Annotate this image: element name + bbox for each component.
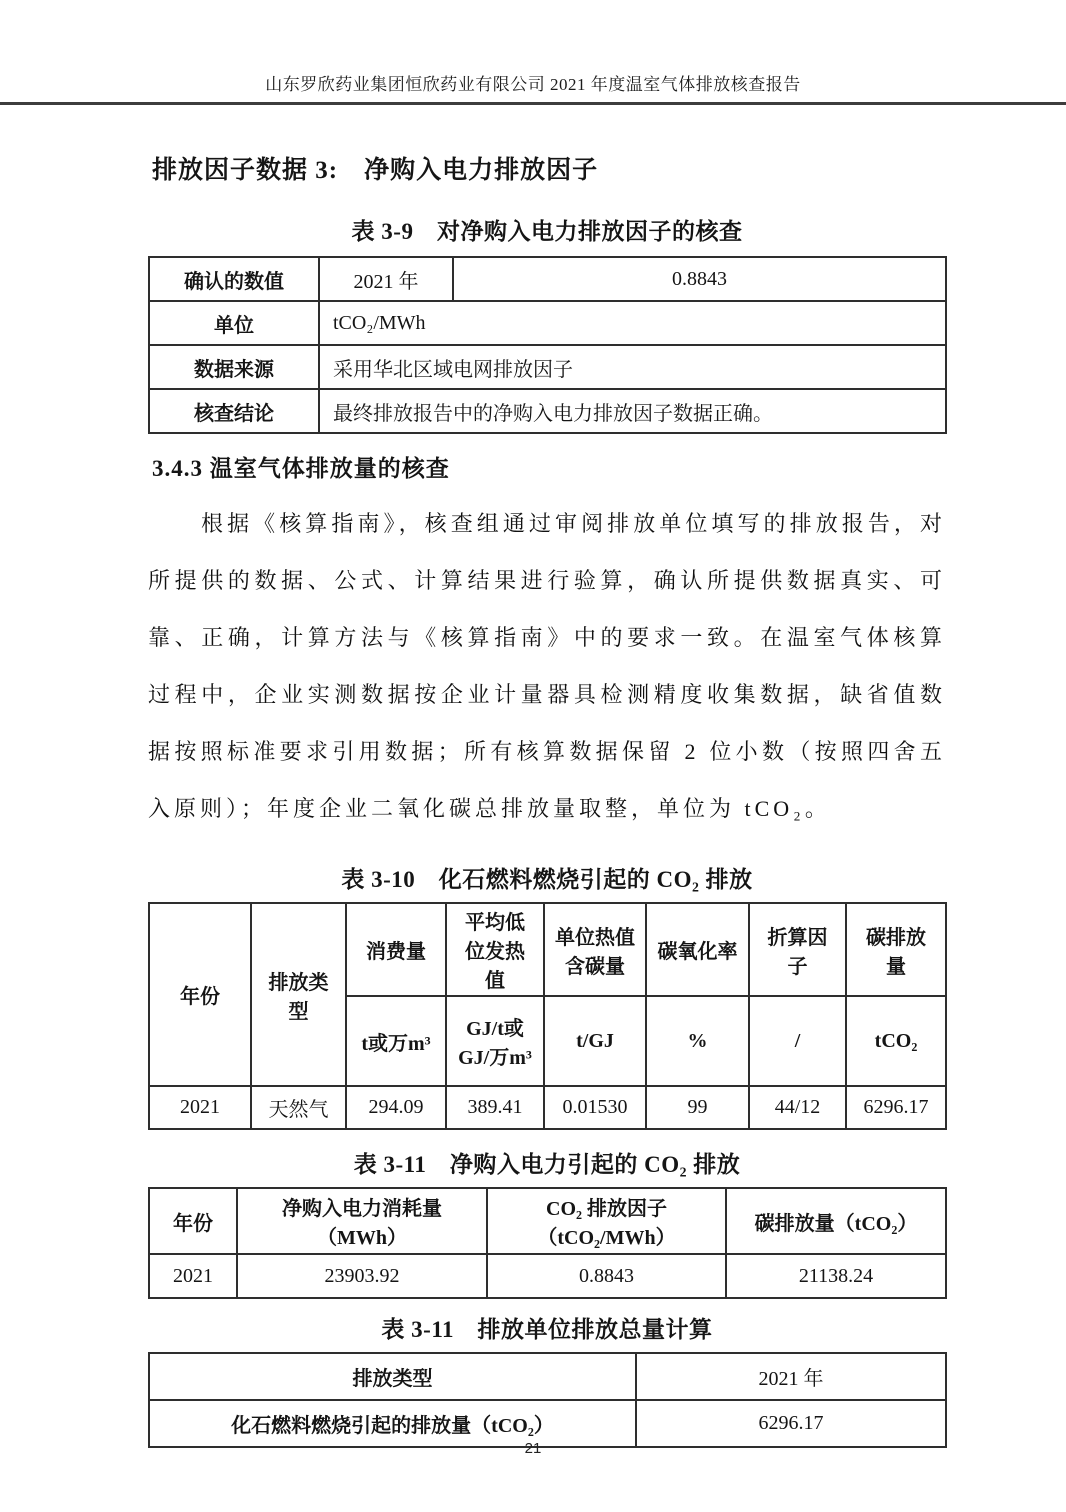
table-3-9 xyxy=(148,256,947,434)
unit-cell: GJ/t或GJ/万m³ xyxy=(446,996,544,1086)
table-3-11-electricity xyxy=(148,1187,947,1299)
header-cell: 平均低位发热值 xyxy=(446,903,544,996)
header-cell: 碳氧化率 xyxy=(646,903,749,996)
row-label: 核查结论 xyxy=(149,389,319,433)
row-label: 确认的数值 xyxy=(149,257,319,301)
table-row xyxy=(149,257,946,301)
unit-cell: tCO₂ xyxy=(846,996,946,1086)
page-content xyxy=(148,150,946,1448)
table-3-11-electricity-title: 表 3-11 净购入电力引起的 CO₂ 排放 xyxy=(353,1152,741,1177)
data-cell: 2021 xyxy=(149,1086,251,1129)
table-3-11-total-title: 表 3-11 排放单位排放总量计算 xyxy=(381,1317,713,1342)
header-cell: 排放类型 xyxy=(149,1353,636,1400)
data-cell: 0.01530 xyxy=(544,1086,646,1129)
section-3-4-3-heading: 3.4.3 温室气体排放量的核查 xyxy=(152,456,450,481)
data-cell: 0.8843 xyxy=(487,1254,726,1298)
row-label: 单位 xyxy=(149,301,319,345)
table-row xyxy=(149,389,946,433)
header-cell: 排放类型 xyxy=(251,903,346,1086)
data-cell: 294.09 xyxy=(346,1086,446,1129)
table-data-row xyxy=(149,1254,946,1298)
table-header-row xyxy=(149,1188,946,1254)
table-3-10-title: 表 3-10 化石燃料燃烧引起的 CO₂ 排放 xyxy=(341,867,753,892)
table-data-row xyxy=(149,1086,946,1129)
row-label: 化石燃料燃烧引起的排放量（tCO₂） xyxy=(149,1400,636,1447)
header-cell: 2021 年 xyxy=(636,1353,946,1400)
data-cell: 21138.24 xyxy=(726,1254,946,1298)
header-cell: 碳排放量（tCO₂） xyxy=(726,1188,946,1254)
header-title: 山东罗欣药业集团恒欣药业有限公司 2021 年度温室气体排放核查报告 xyxy=(265,75,801,94)
value-cell: 采用华北区域电网排放因子 xyxy=(319,345,946,389)
value-cell: 0.8843 xyxy=(453,257,946,301)
data-cell: 6296.17 xyxy=(636,1400,946,1447)
header-cell: 消费量 xyxy=(346,903,446,996)
header-cell: 单位热值含碳量 xyxy=(544,903,646,996)
header-cell: 折算因子 xyxy=(749,903,846,996)
data-cell: 6296.17 xyxy=(846,1086,946,1129)
document-header xyxy=(0,0,1066,105)
value-cell: tCO₂/MWh xyxy=(319,301,946,345)
header-cell: CO₂ 排放因子（tCO₂/MWh） xyxy=(487,1188,726,1254)
header-cell: 净购入电力消耗量（MWh） xyxy=(237,1188,487,1254)
header-cell: 年份 xyxy=(149,1188,237,1254)
header-cell: 碳排放量 xyxy=(846,903,946,996)
data-cell: 2021 xyxy=(149,1254,237,1298)
table-3-10 xyxy=(148,902,947,1130)
row-label: 数据来源 xyxy=(149,345,319,389)
table-3-9-title: 表 3-9 对净购入电力排放因子的核查 xyxy=(351,219,743,244)
factor-data-heading: 排放因子数据 3: 净购入电力排放因子 xyxy=(152,157,599,184)
table-header-row xyxy=(149,903,946,996)
data-cell: 99 xyxy=(646,1086,749,1129)
page-number: 21 xyxy=(524,1440,542,1457)
table-3-11-total xyxy=(148,1352,947,1448)
table-header-row xyxy=(149,1353,946,1400)
table-row xyxy=(149,345,946,389)
header-cell: 年份 xyxy=(149,903,251,1086)
year-cell: 2021 年 xyxy=(319,257,453,301)
unit-cell: % xyxy=(646,996,749,1086)
table-row xyxy=(149,301,946,345)
data-cell: 389.41 xyxy=(446,1086,544,1129)
data-cell: 23903.92 xyxy=(237,1254,487,1298)
unit-cell: t/GJ xyxy=(544,996,646,1086)
value-cell: 最终排放报告中的净购入电力排放因子数据正确。 xyxy=(319,389,946,433)
body-paragraph: 根据《核算指南》，核查组通过审阅排放单位填写的排放报告，对所提供的数据、公式、计算结果进行验算，确认所提供数据真实、可靠、正确，计算方法与《核算指南》中的要求一致。在温室气体核算过程中，企业实测数据按企业计量器具检测精度收集数据，缺省值数据按照标准要求引用数据；所有核算数据保留 2 位小数（按照四舍五入原则）；年度企业二氧化碳总排放量取整，单位为 tCO₂。 xyxy=(148,511,946,821)
data-cell: 44/12 xyxy=(749,1086,846,1129)
unit-cell: t或万m³ xyxy=(346,996,446,1086)
data-cell: 天然气 xyxy=(251,1086,346,1129)
unit-cell: / xyxy=(749,996,846,1086)
header-divider xyxy=(0,102,1066,105)
